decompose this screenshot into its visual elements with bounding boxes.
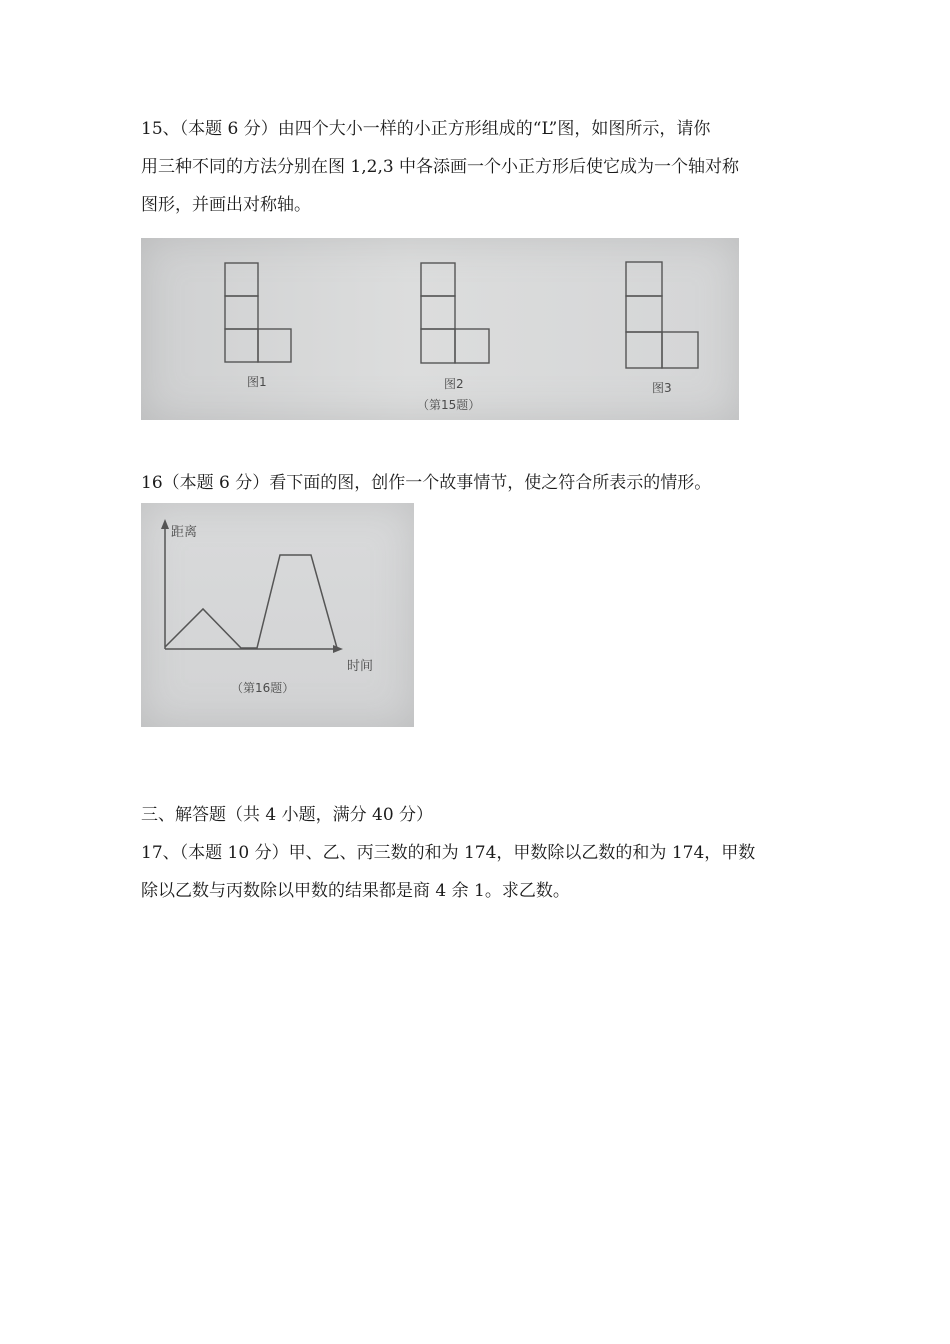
- x-axis-arrow: [333, 645, 343, 653]
- question-17-line-2: 除以乙数与丙数除以甲数的结果都是商 4 余 1。求乙数。: [141, 881, 570, 901]
- l-shape-figure-1: [225, 263, 291, 362]
- y-axis-label: 距离: [171, 525, 198, 540]
- question-17-line-1: 17、（本题 10 分）甲、乙、丙三数的和为 174，甲数除以乙数的和为 174，甲数: [141, 843, 756, 863]
- question-15-caption: （第15题）: [417, 398, 481, 412]
- question-15-line-1: 15、（本题 6 分）由四个大小一样的小正方形组成的“L”图，如图所示，请你: [141, 119, 711, 139]
- x-axis-label: 时间: [347, 659, 374, 674]
- question-16-line: 16（本题 6 分）看下面的图，创作一个故事情节，使之符合所表示的情形。: [141, 473, 712, 493]
- section-3-title: 三、解答题（共 4 小题，满分 40 分）: [141, 805, 434, 825]
- figure-1-label: 图1: [247, 375, 267, 389]
- l-shape-figures: [141, 238, 739, 420]
- section-3-heading: [141, 796, 821, 834]
- question-16-graph-photo: [141, 503, 414, 727]
- question-17-text: [141, 834, 821, 910]
- question-15-figure-photo: [141, 238, 739, 420]
- question-16-caption: （第16题）: [231, 681, 295, 695]
- graph-line: [165, 555, 337, 648]
- l-shape-figure-3: [626, 262, 698, 368]
- figure-3-label: 图3: [652, 381, 672, 395]
- question-15-line-2: 用三种不同的方法分别在图 1,2,3 中各添画一个小正方形后使它成为一个轴对称: [141, 157, 740, 177]
- question-15-line-3: 图形，并画出对称轴。: [141, 195, 311, 215]
- l-shape-figure-2: [421, 263, 489, 363]
- question-16-text: [141, 464, 821, 502]
- y-axis-arrow: [161, 519, 169, 529]
- figure-2-label: 图2: [444, 377, 464, 391]
- question-15-text: [141, 110, 821, 224]
